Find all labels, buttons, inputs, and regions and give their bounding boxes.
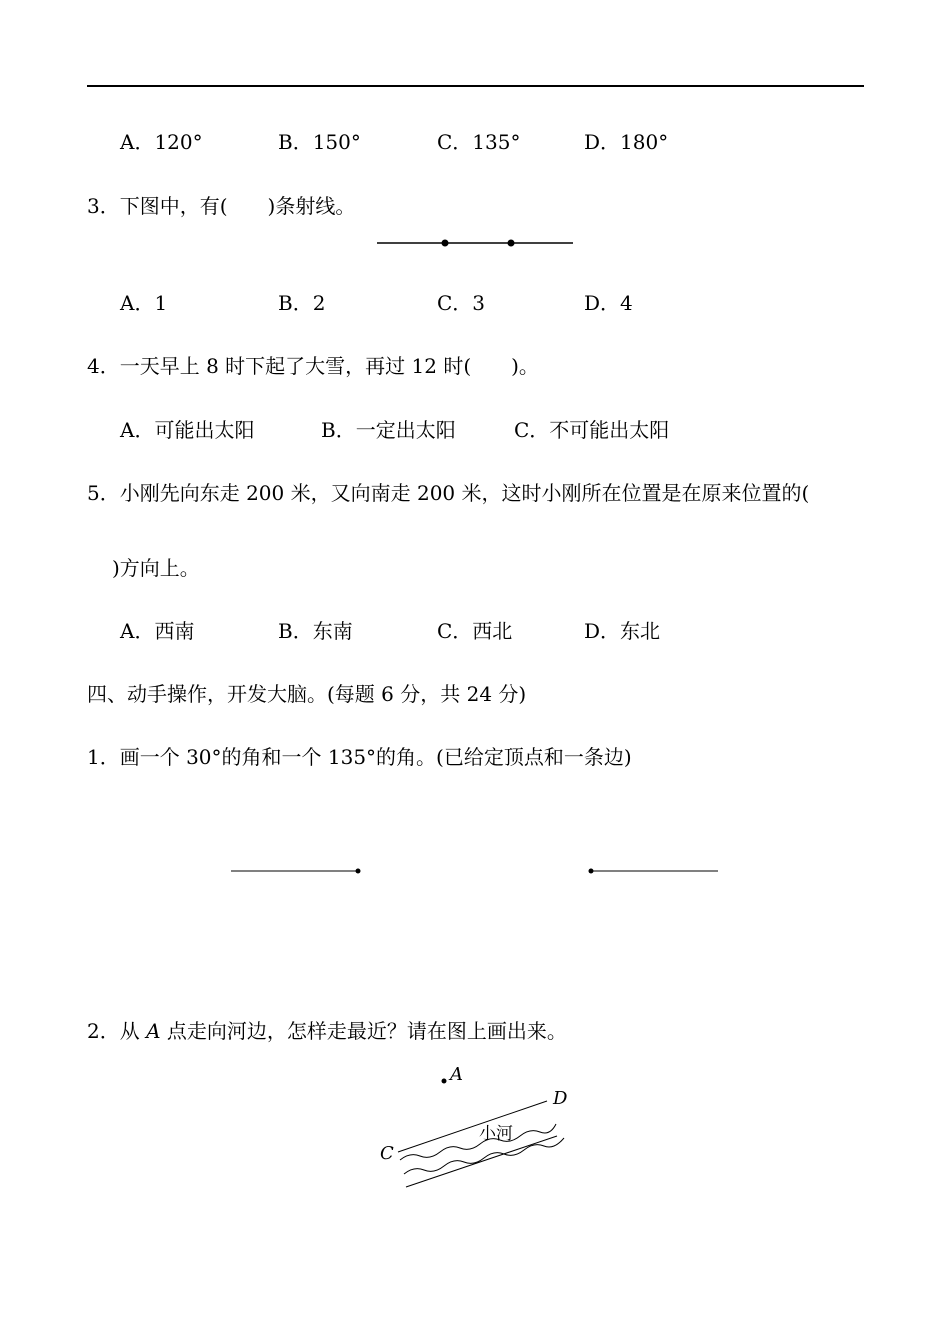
section4-heading: 四、动手操作，开发大脑。(每题 6 分，共 24 分) bbox=[87, 682, 527, 706]
q4-stem: 4．一天早上 8 时下起了大雪，再过 12 时( )。 bbox=[87, 354, 539, 378]
label-river: 小河 bbox=[479, 1124, 513, 1144]
section4-q2-stem-point: A bbox=[146, 1019, 161, 1043]
q5-option-c: C．西北 bbox=[437, 619, 513, 643]
q3-option-c: C．3 bbox=[437, 291, 486, 315]
section4-q2-stem-prefix: 2．从 bbox=[87, 1019, 147, 1043]
q5-option-b: B．东南 bbox=[278, 619, 353, 643]
q2-option-d: D．180° bbox=[584, 130, 669, 154]
q5-stem-line1: 5．小刚先向东走 200 米，又向南走 200 米，这时小刚所在位置是在原来位置的( bbox=[87, 481, 810, 505]
q2-option-c: C．135° bbox=[437, 130, 521, 154]
section4-q1-stem: 1．画一个 30°的角和一个 135°的角。(已给定顶点和一条边) bbox=[87, 745, 632, 769]
q5-option-d: D．东北 bbox=[584, 619, 661, 643]
label-point-d: D bbox=[553, 1088, 568, 1109]
label-point-a: A bbox=[450, 1064, 463, 1085]
section4-q2-stem-suffix: 点走向河边，怎样走最近？请在图上画出来。 bbox=[160, 1019, 567, 1043]
q3-option-a: A．1 bbox=[120, 291, 168, 315]
q3-option-d: D．4 bbox=[584, 291, 633, 315]
q2-option-a: A．120° bbox=[120, 130, 203, 154]
point-a-dot bbox=[442, 1079, 447, 1084]
q3-stem: 3．下图中，有( )条射线。 bbox=[87, 194, 356, 218]
q3-option-b: B．2 bbox=[278, 291, 326, 315]
q2-option-b: B．150° bbox=[278, 130, 361, 154]
label-point-c: C bbox=[380, 1143, 394, 1164]
q4-option-c: C．不可能出太阳 bbox=[514, 418, 670, 442]
q5-stem-line2: )方向上。 bbox=[112, 556, 200, 580]
q4-option-b: B．一定出太阳 bbox=[321, 418, 456, 442]
q5-option-a: A．西南 bbox=[120, 619, 195, 643]
q4-option-a: A．可能出太阳 bbox=[120, 418, 255, 442]
